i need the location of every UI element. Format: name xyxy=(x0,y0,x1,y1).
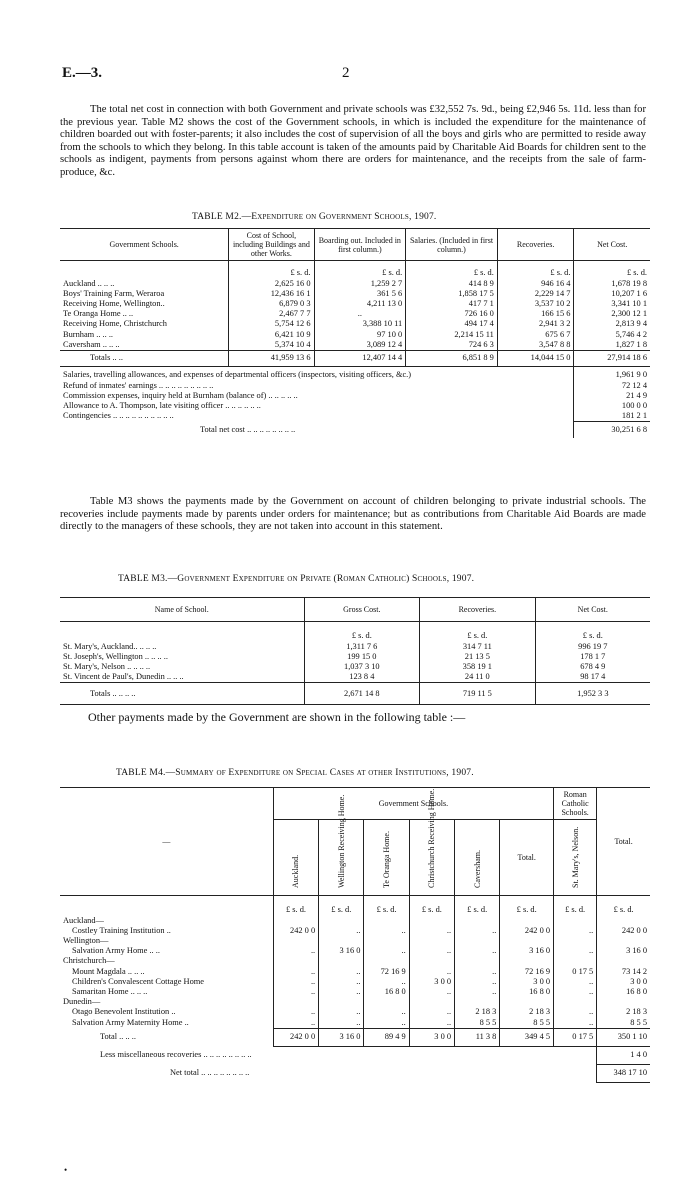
extra-row xyxy=(60,381,650,391)
total-cell: 6,851 8 9 xyxy=(406,350,498,366)
cell xyxy=(554,936,597,946)
table-row xyxy=(60,967,650,977)
m2-header-school: Government Schools. xyxy=(109,240,179,249)
cell: .. xyxy=(409,987,454,997)
m4-unit: £ s. d. xyxy=(597,896,650,916)
table-row xyxy=(60,916,650,926)
m4-col-auckland: Auckland. xyxy=(291,854,301,888)
net-label: Total net cost .. .. .. .. .. .. .. .. xyxy=(200,424,296,434)
cell: 726 16 0 xyxy=(406,309,498,319)
table-row xyxy=(60,289,650,299)
cell: 0 17 5 xyxy=(554,967,597,977)
table-row xyxy=(60,642,650,652)
cell: 2 18 3 xyxy=(455,1007,500,1017)
extra-row xyxy=(60,401,650,411)
m4-unit: £ s. d. xyxy=(409,896,454,916)
m2-unit: £ s. d. xyxy=(229,261,314,279)
cell: .. xyxy=(319,987,364,997)
cell xyxy=(364,916,409,926)
cell: 675 6 7 xyxy=(497,330,574,340)
cell: 2,300 12 1 xyxy=(574,309,650,319)
cell: 2,941 3 2 xyxy=(497,319,574,329)
table-m4-caption: TABLE M4.—Summary of Expenditure on Special Cases at other Institutions, 1907. xyxy=(116,768,474,778)
m3-header-net: Net Cost. xyxy=(535,598,650,622)
cell: 242 0 0 xyxy=(597,926,650,936)
cell: .. xyxy=(455,926,500,936)
m4-unit: £ s. d. xyxy=(554,896,597,916)
table-row xyxy=(60,936,650,946)
row-label: Wellington— xyxy=(63,935,109,945)
cell: .. xyxy=(314,309,406,319)
cell xyxy=(455,916,500,926)
cell: 3,537 10 2 xyxy=(497,299,574,309)
cell xyxy=(273,916,318,926)
m4-totals-row xyxy=(60,1028,650,1046)
cell: 724 6 3 xyxy=(406,340,498,351)
cell: 946 16 4 xyxy=(497,279,574,289)
m4-col-st-marys: St. Mary's, Nelson. xyxy=(570,826,580,888)
cell xyxy=(597,956,650,966)
extra-row xyxy=(60,370,650,380)
extra-value: 21 4 9 xyxy=(574,391,650,401)
cell: 1,858 17 5 xyxy=(406,289,498,299)
extra-value: 1,961 9 0 xyxy=(574,370,650,380)
cell: 1,311 7 6 xyxy=(304,642,420,652)
cell: 2,625 16 0 xyxy=(229,279,314,289)
net-row xyxy=(60,422,650,438)
cell: .. xyxy=(554,977,597,987)
m2-header-recoveries: Recoveries. xyxy=(497,229,574,261)
row-label: Children's Convalescent Cottage Home xyxy=(72,976,204,986)
row-label: Salvation Army Maternity Home .. xyxy=(72,1017,189,1027)
cell: 6,879 0 3 xyxy=(229,299,314,309)
cell: 123 8 4 xyxy=(304,672,420,683)
table-m4 xyxy=(60,787,650,1083)
total-cell: 0 17 5 xyxy=(554,1028,597,1046)
cell: 3,547 8 8 xyxy=(497,340,574,351)
cell xyxy=(319,997,364,1007)
cell: .. xyxy=(554,926,597,936)
cell xyxy=(273,997,318,1007)
cell: .. xyxy=(364,926,409,936)
m4-group-government: Government Schools. xyxy=(273,788,553,820)
m2-header-boarding: Boarding out. Included in first column.) xyxy=(314,229,406,261)
cell xyxy=(500,997,554,1007)
table-row xyxy=(60,330,650,340)
total-cell: 350 1 10 xyxy=(597,1028,650,1046)
cell xyxy=(500,956,554,966)
cell: 2,467 7 7 xyxy=(229,309,314,319)
cell: 3 0 0 xyxy=(500,977,554,987)
extra-label: Commission expenses, inquiry held at Burnham (balance of) .. .. .. .. .. xyxy=(63,390,298,400)
cell: 8 5 5 xyxy=(500,1018,554,1029)
cell: .. xyxy=(409,926,454,936)
m2-unit: £ s. d. xyxy=(574,261,650,279)
cell xyxy=(554,997,597,1007)
table-m3 xyxy=(60,597,650,705)
cell: .. xyxy=(554,946,597,956)
cell: .. xyxy=(319,1007,364,1017)
cell: 2 18 3 xyxy=(500,1007,554,1017)
total-cell: 719 11 5 xyxy=(420,683,536,705)
cell: 2,813 9 4 xyxy=(574,319,650,329)
m3-header-recoveries: Recoveries. xyxy=(420,598,536,622)
extra-value: 72 12 4 xyxy=(574,381,650,391)
m4-unit: £ s. d. xyxy=(500,896,554,916)
cell: .. xyxy=(409,1018,454,1029)
cell: 3 16 0 xyxy=(319,946,364,956)
table-row xyxy=(60,1007,650,1017)
row-label: St. Joseph's, Wellington .. .. .. .. xyxy=(63,651,168,661)
table-row xyxy=(60,672,650,683)
table-row xyxy=(60,1018,650,1029)
cell: .. xyxy=(273,987,318,997)
cell: 3 0 0 xyxy=(409,977,454,987)
cell: 72 16 9 xyxy=(500,967,554,977)
less-label: Less miscellaneous recoveries .. .. .. .. .. .. .. .. xyxy=(100,1050,252,1060)
cell xyxy=(597,936,650,946)
cell xyxy=(319,936,364,946)
total-cell: 2,671 14 8 xyxy=(304,683,420,705)
cell: .. xyxy=(364,1007,409,1017)
cell: 6,421 10 9 xyxy=(229,330,314,340)
cell: 166 15 6 xyxy=(497,309,574,319)
cell: .. xyxy=(319,967,364,977)
row-label: Auckland— xyxy=(63,915,104,925)
table-row xyxy=(60,977,650,987)
cell: 414 8 9 xyxy=(406,279,498,289)
cell xyxy=(597,916,650,926)
m4-col-caversham: Caversham. xyxy=(472,849,482,888)
paragraph-m4: Other payments made by the Government are shown in the following table :— xyxy=(88,710,466,724)
row-label: Receiving Home, Wellington.. xyxy=(63,298,165,308)
m3-unit: £ s. d. xyxy=(304,622,420,642)
cell: .. xyxy=(554,987,597,997)
cell: 3 16 0 xyxy=(597,946,650,956)
table-row xyxy=(60,279,650,289)
cell xyxy=(597,997,650,1007)
table-row xyxy=(60,309,650,319)
table-row xyxy=(60,987,650,997)
cell: 3,388 10 11 xyxy=(314,319,406,329)
footer-mark: • xyxy=(64,1165,68,1175)
total-cell: 3 16 0 xyxy=(319,1028,364,1046)
cell: 1,259 2 7 xyxy=(314,279,406,289)
cell xyxy=(409,956,454,966)
cell: 2,214 15 11 xyxy=(406,330,498,340)
cell: .. xyxy=(364,1018,409,1029)
m4-unit: £ s. d. xyxy=(364,896,409,916)
cell xyxy=(500,936,554,946)
cell xyxy=(554,956,597,966)
cell: .. xyxy=(409,1007,454,1017)
cell: 178 1 7 xyxy=(535,652,650,662)
m2-unit: £ s. d. xyxy=(497,261,574,279)
total-cell: 1,952 3 3 xyxy=(535,683,650,705)
cell: 996 19 7 xyxy=(535,642,650,652)
cell: 358 19 1 xyxy=(420,662,536,672)
cell: .. xyxy=(554,1007,597,1017)
extra-value: 100 0 0 xyxy=(574,401,650,411)
net-label: Net total .. .. .. .. .. .. .. .. xyxy=(170,1068,250,1078)
row-label: Boys' Training Farm, Weraroa xyxy=(63,288,165,298)
cell: 3,341 10 1 xyxy=(574,299,650,309)
table-row xyxy=(60,652,650,662)
extra-value: 181 2 1 xyxy=(574,411,650,422)
cell: 4,211 13 0 xyxy=(314,299,406,309)
table-row xyxy=(60,926,650,936)
table-row xyxy=(60,946,650,956)
cell xyxy=(554,916,597,926)
extra-label: Salaries, travelling allowances, and expenses of departmental officers (inspectors, visiting officers, &c.) xyxy=(63,370,412,380)
cell xyxy=(364,956,409,966)
paragraph-intro: The total net cost in connection with both Government and private schools was £32,552 7s. 9d., being £2,946 5s. 11d. less than for the previous year. Table M2 shows the cost of the Government schools, in which is included the expenditure for the maintenance of children boarded out with foster-parents; it also includes the cost of supervision of all the boys and girls who are permitted to reside away from the schools to which they belong. In this table account is taken of the amounts paid by Charitable Aid Boards for children sent to the schools as indigent, payments from persons against whom there are orders for maintenance, and the receipts from the sale of farm-produce, &c. xyxy=(60,104,646,178)
m4-col-total: Total. xyxy=(500,820,554,896)
cell: 5,374 10 4 xyxy=(229,340,314,351)
m4-col-te-oranga: Te Oranga Home. xyxy=(382,830,392,888)
row-label: Mount Magdala .. .. .. xyxy=(72,966,145,976)
cell: 16 8 0 xyxy=(364,987,409,997)
cell: 361 5 6 xyxy=(314,289,406,299)
net-value: 30,251 6 8 xyxy=(574,422,650,438)
cell: .. xyxy=(409,967,454,977)
cell: 678 4 9 xyxy=(535,662,650,672)
table-row xyxy=(60,299,650,309)
table-row xyxy=(60,340,650,351)
m4-unit: £ s. d. xyxy=(273,896,318,916)
cell: .. xyxy=(409,946,454,956)
cell xyxy=(455,936,500,946)
row-label: Burnham .. .. .. xyxy=(63,329,114,339)
cell: 417 7 1 xyxy=(406,299,498,309)
m4-unit: £ s. d. xyxy=(455,896,500,916)
cell: 8 5 5 xyxy=(597,1018,650,1029)
total-cell: 12,407 14 4 xyxy=(314,350,406,366)
cell xyxy=(455,997,500,1007)
table-m2 xyxy=(60,228,650,438)
cell: 5,746 4 2 xyxy=(574,330,650,340)
cell: 2,229 14 7 xyxy=(497,289,574,299)
cell: .. xyxy=(273,977,318,987)
cell: .. xyxy=(273,967,318,977)
row-label: Dunedin— xyxy=(63,997,101,1007)
cell: .. xyxy=(273,1018,318,1029)
m4-header-dash: — xyxy=(60,788,273,896)
table-row xyxy=(60,662,650,672)
cell: 494 17 4 xyxy=(406,319,498,329)
cell xyxy=(319,916,364,926)
cell: 12,436 16 1 xyxy=(229,289,314,299)
document-reference: E.—3. xyxy=(62,65,103,81)
row-label: Costley Training Institution .. xyxy=(72,925,171,935)
cell xyxy=(364,936,409,946)
row-label: Caversham .. .. .. xyxy=(63,339,120,349)
total-cell: 41,959 13 6 xyxy=(229,350,314,366)
cell: .. xyxy=(364,946,409,956)
cell: .. xyxy=(455,967,500,977)
m3-unit: £ s. d. xyxy=(535,622,650,642)
extra-label: Refund of inmates' earnings .. .. .. .. .. .. .. .. .. xyxy=(63,380,214,390)
extra-label: Contingencies .. .. .. .. .. .. .. .. .. .. xyxy=(63,411,174,421)
extra-label: Allowance to A. Thompson, late visiting officer .. .. .. .. .. .. xyxy=(63,401,261,411)
extra-row xyxy=(60,391,650,401)
page-number: 2 xyxy=(342,65,350,81)
cell: .. xyxy=(273,1007,318,1017)
row-label: Receiving Home, Christchurch xyxy=(63,319,167,329)
extra-row xyxy=(60,411,650,422)
row-label: St. Mary's, Auckland.. .. .. .. xyxy=(63,641,157,651)
cell: 8 5 5 xyxy=(455,1018,500,1029)
row-label: Samaritan Home .. .. .. xyxy=(72,986,148,996)
cell: .. xyxy=(319,1018,364,1029)
cell xyxy=(409,936,454,946)
cell: 98 17 4 xyxy=(535,672,650,683)
total-cell: 349 4 5 xyxy=(500,1028,554,1046)
totals-row xyxy=(60,350,650,366)
m4-group-rc: Roman Catholic Schools. xyxy=(554,788,597,820)
cell: 1,827 1 8 xyxy=(574,340,650,351)
m2-unit: £ s. d. xyxy=(406,261,498,279)
total-cell: 27,914 18 6 xyxy=(574,350,650,366)
cell: 1,678 19 8 xyxy=(574,279,650,289)
m3-header-gross: Gross Cost. xyxy=(304,598,420,622)
cell xyxy=(500,916,554,926)
cell: 242 0 0 xyxy=(273,926,318,936)
cell: 199 15 0 xyxy=(304,652,420,662)
cell: 2 18 3 xyxy=(597,1007,650,1017)
cell xyxy=(409,997,454,1007)
cell: 3 16 0 xyxy=(500,946,554,956)
total-cell: 3 0 0 xyxy=(409,1028,454,1046)
paragraph-m3: Table M3 shows the payments made by the Government on account of children belonging to private industrial schools. The recoveries include payments made by parents under orders for maintenance; but as contributions from Charitable Aid Boards are made directly to the managers of these schools, they are not taken into account in this statement. xyxy=(60,496,646,533)
cell: 16 8 0 xyxy=(597,987,650,997)
cell: 97 10 0 xyxy=(314,330,406,340)
cell xyxy=(455,956,500,966)
m4-col-wellington: Wellington Receiving Home. xyxy=(336,794,346,888)
cell: .. xyxy=(319,926,364,936)
cell: 73 14 2 xyxy=(597,967,650,977)
row-label: Te Oranga Home .. .. xyxy=(63,309,134,319)
cell: 3 0 0 xyxy=(597,977,650,987)
cell xyxy=(273,956,318,966)
row-label: Salvation Army Home .. .. xyxy=(72,946,160,956)
cell: .. xyxy=(319,977,364,987)
row-label: Otago Benevolent Institution .. xyxy=(72,1007,176,1017)
m4-col-christchurch: Christchurch Receiving Home. xyxy=(427,788,437,888)
cell: 16 8 0 xyxy=(500,987,554,997)
cell xyxy=(273,936,318,946)
table-row xyxy=(60,956,650,966)
total-cell: 242 0 0 xyxy=(273,1028,318,1046)
cell: 1,037 3 10 xyxy=(304,662,420,672)
row-label: St. Vincent de Paul's, Dunedin .. .. .. xyxy=(63,672,184,682)
cell xyxy=(319,956,364,966)
total-cell: 14,044 15 0 xyxy=(497,350,574,366)
cell xyxy=(364,997,409,1007)
row-label: Auckland .. .. .. xyxy=(63,278,115,288)
m4-less-row xyxy=(60,1046,650,1064)
totals-label: Total .. .. .. xyxy=(100,1032,136,1042)
cell: .. xyxy=(455,987,500,997)
m3-header-school: Name of School. xyxy=(154,605,209,614)
cell: 10,207 1 6 xyxy=(574,289,650,299)
cell: 314 7 11 xyxy=(420,642,536,652)
cell: .. xyxy=(273,946,318,956)
cell: .. xyxy=(554,1018,597,1029)
m2-header-net: Net Cost. xyxy=(574,229,650,261)
cell: 21 13 5 xyxy=(420,652,536,662)
net-value: 348 17 10 xyxy=(597,1064,650,1082)
row-label: Christchurch— xyxy=(63,956,115,966)
cell: 5,754 12 6 xyxy=(229,319,314,329)
total-cell: 11 3 8 xyxy=(455,1028,500,1046)
m4-header-grand-total: Total. xyxy=(597,788,650,896)
m2-unit: £ s. d. xyxy=(314,261,406,279)
table-row xyxy=(60,319,650,329)
totals-row xyxy=(60,683,650,705)
total-cell: 89 4 9 xyxy=(364,1028,409,1046)
totals-label: Totals .. .. .. .. xyxy=(90,688,136,698)
row-label: St. Mary's, Nelson .. .. .. .. xyxy=(63,661,151,671)
cell xyxy=(409,916,454,926)
cell: 24 11 0 xyxy=(420,672,536,683)
m3-unit: £ s. d. xyxy=(420,622,536,642)
cell: .. xyxy=(455,977,500,987)
table-row xyxy=(60,997,650,1007)
cell: 242 0 0 xyxy=(500,926,554,936)
m4-net-row xyxy=(60,1064,650,1082)
m2-header-salaries: Salaries. (Included in first column.) xyxy=(406,229,498,261)
less-value: 1 4 0 xyxy=(597,1046,650,1064)
totals-label: Totals .. .. xyxy=(90,353,123,363)
table-m2-caption: TABLE M2.—Expenditure on Government Schools, 1907. xyxy=(192,212,437,222)
m4-unit: £ s. d. xyxy=(319,896,364,916)
cell: 72 16 9 xyxy=(364,967,409,977)
cell: .. xyxy=(364,977,409,987)
m2-header-cost: Cost of School, including Buildings and other Works. xyxy=(229,229,314,261)
cell: 3,089 12 4 xyxy=(314,340,406,351)
cell: .. xyxy=(455,946,500,956)
table-m3-caption: TABLE M3.—Government Expenditure on Private (Roman Catholic) Schools, 1907. xyxy=(118,574,475,584)
